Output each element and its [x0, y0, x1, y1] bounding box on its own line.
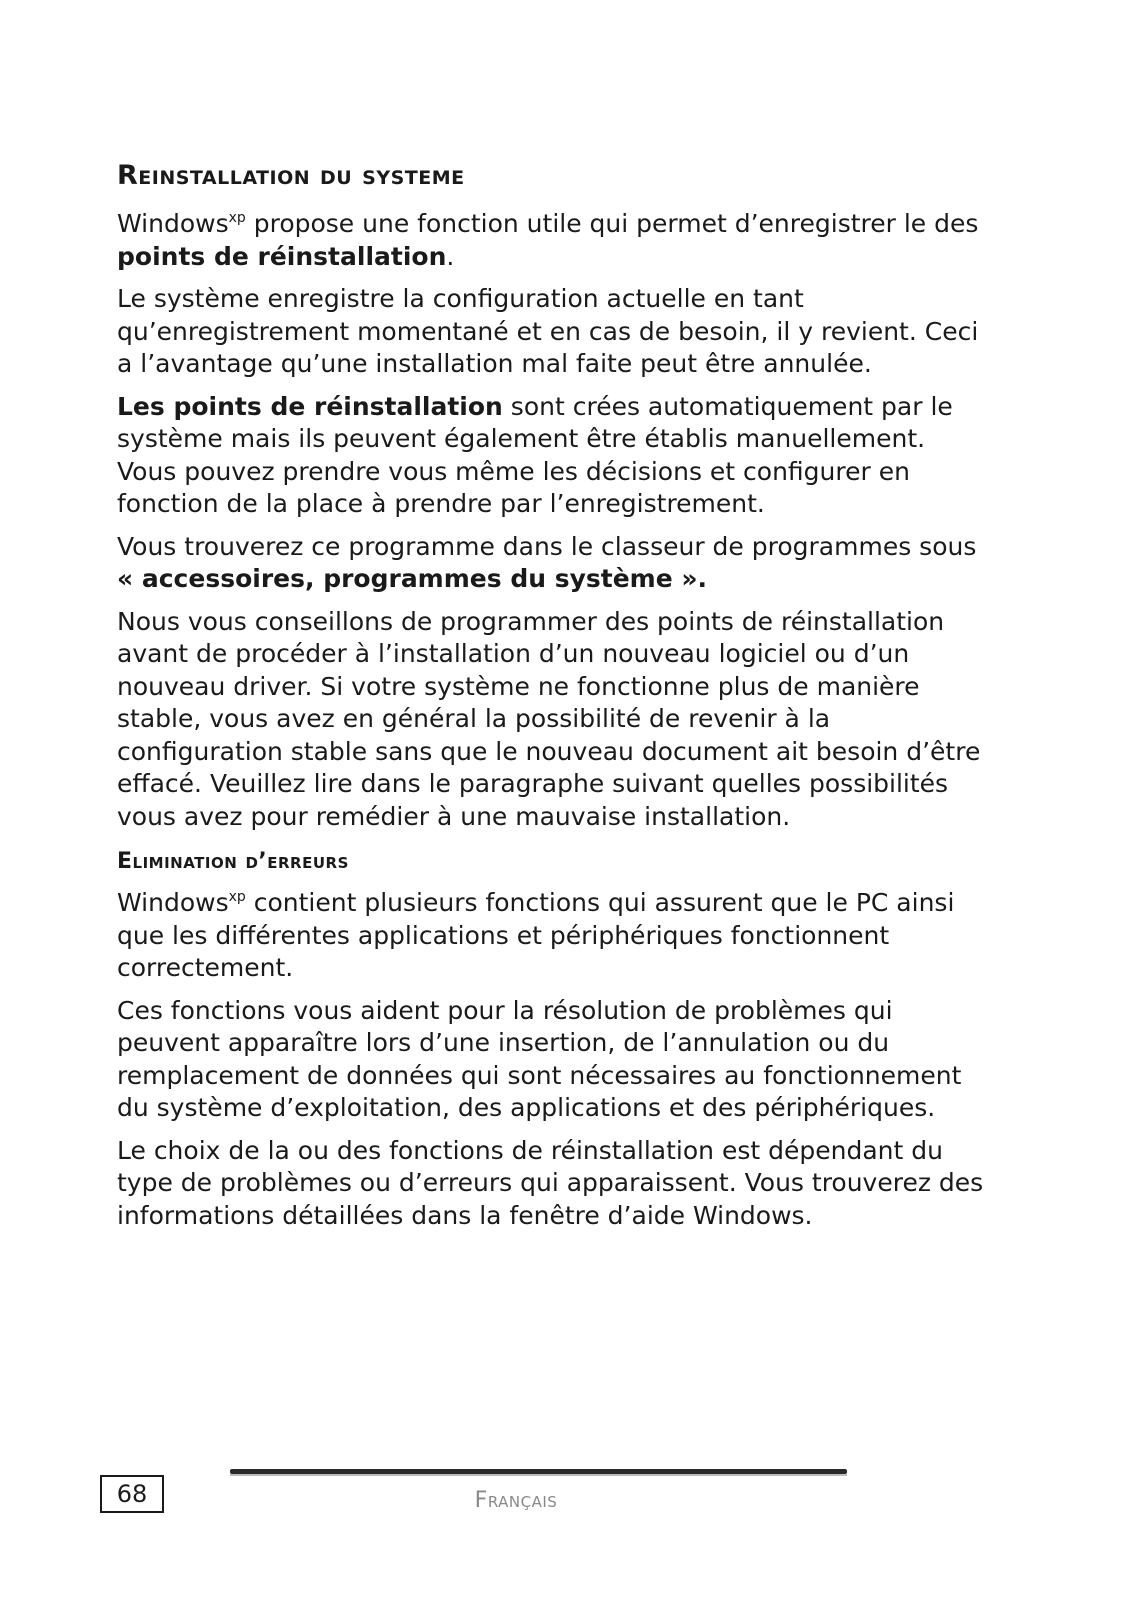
bold-term: Les points de réinstallation — [117, 391, 503, 421]
paragraph-function-help: Ces fonctions vous aident pour la résolution de problèmes qui peuvent apparaître lors d’une insertion, de l’annulation ou du remplacement de données qui sont nécessaires au fonctionnement du système d’exploitation, des applications et des périphériques. — [117, 995, 962, 1122]
paragraph-text: contient plusieurs fonctions qui assurent que le PC ainsi que les différentes applications et périphériques fonctionnent correctement. — [117, 888, 955, 982]
paragraph-advice: Nous vous conseillons de programmer des points de réinstallation avant de procéder à l’installation d’un nouveau logiciel ou d’un nouveau driver. Si votre système ne fonctionne plus de manière stable, vous avez en général la possibilité de revenir à la configuration stable sans que le nouveau document ait besoin d’être effacé. Veuillez lire dans le paragraphe suivant quelles possibilités vous avez pour remédier à une mauvaise installation. — [117, 606, 981, 831]
subsection-heading: Elimination d’erreurs — [117, 849, 349, 874]
paragraph-text: . — [446, 241, 455, 271]
page-content — [117, 158, 987, 1242]
bold-menu-path: « accessoires, programmes du système ». — [117, 564, 708, 593]
paragraph-system-saves: Le système enregistre la configuration actuelle en tant qu’enregistrement momentané et en cas de besoin, il y revient. Ceci a l’avantage qu’une installation mal faite peut être annulée. — [117, 284, 979, 378]
brand-superscript: xp — [228, 889, 246, 905]
page-number: 68 — [100, 1475, 164, 1513]
brand-superscript: xp — [228, 210, 246, 226]
paragraph-functions — [117, 887, 987, 985]
footer-language: Français — [474, 1488, 558, 1513]
paragraph-choice: Le choix de la ou des fonctions de réinstallation est dépendant du type de problèmes ou d’erreurs qui apparaissent. Vous trouverez des informations détaillées dans la fenêtre d’aide Windows. — [117, 1135, 984, 1230]
bold-term: points de réinstallation — [117, 241, 447, 271]
paragraph-restore-points — [117, 391, 987, 521]
paragraph-program-location — [117, 531, 987, 596]
paragraph-text: sont crées automatiquement par le système mais ils peuvent également être établis manuellement. Vous pouvez prendre vous même les décisions et configurer en fonction de la place à prendre par l’enregistrement. — [117, 391, 953, 518]
paragraph-intro — [117, 208, 987, 273]
brand-windows: Windows — [117, 888, 229, 917]
paragraph-text: propose une fonction utile qui permet d’enregistrer le des — [245, 209, 979, 238]
brand-windows: Windows — [117, 209, 229, 238]
paragraph-text: Vous trouverez ce programme dans le classeur de programmes sous — [117, 531, 977, 561]
section-heading: Reinstallation du systeme — [117, 160, 465, 191]
footer-rule — [230, 1469, 847, 1474]
